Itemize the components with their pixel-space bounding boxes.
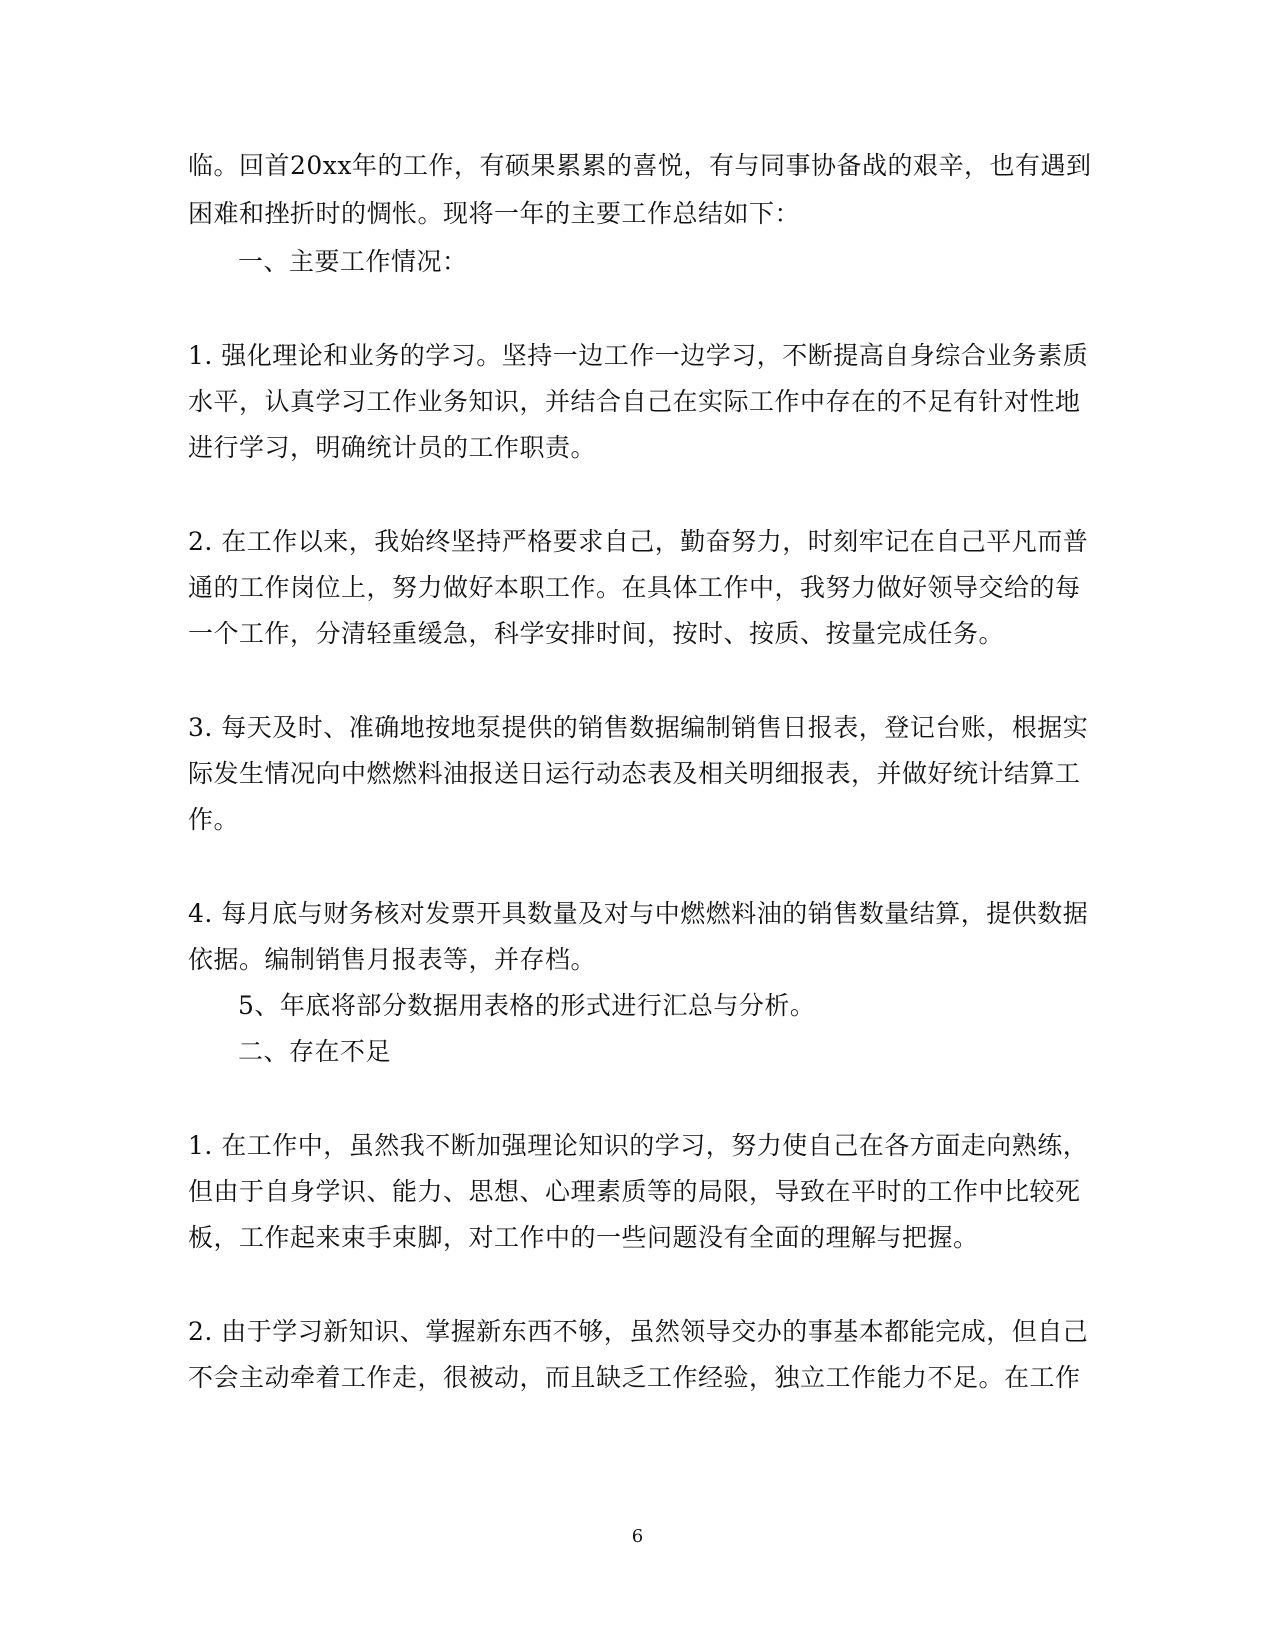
text-line: 际发生情况向中燃燃料油报送日运行动态表及相关明细报表，并做好统计结算工 (188, 759, 1081, 788)
text-line: 临。回首20xx年的工作，有硕果累累的喜悦，有与同事协备战的艰辛，也有遇到 (188, 151, 1092, 180)
section-heading: 二、存在不足 (238, 1037, 392, 1066)
text-line: 困难和挫折时的惆怅。现将一年的主要工作总结如下： (188, 199, 801, 228)
text-line: 板，工作起来束手束脚，对工作中的一些问题没有全面的理解与把握。 (188, 1223, 979, 1252)
text-line: 依据。编制销售月报表等，并存档。 (188, 945, 597, 974)
text-line: 一个工作，分清轻重缓急，科学安排时间，按时、按质、按量完成任务。 (188, 619, 1005, 648)
text-line: 2. 由于学习新知识、掌握新东西不够，虽然领导交办的事基本都能完成，但自己 (188, 1317, 1089, 1346)
text-line: 通的工作岗位上，努力做好本职工作。在具体工作中，我努力做好领导交给的每 (188, 573, 1081, 602)
text-line: 3. 每天及时、准确地按地泵提供的销售数据编制销售日报表，登记台账，根据实 (188, 713, 1089, 742)
text-line: 2. 在工作以来，我始终坚持严格要求自己，勤奋努力，时刻牢记在自己平凡而普 (188, 527, 1089, 556)
text-line: 4. 每月底与财务核对发票开具数量及对与中燃燃料油的销售数量结算，提供数据 (188, 899, 1089, 928)
text-line: 水平，认真学习工作业务知识，并结合自己在实际工作中存在的不足有针对性地 (188, 387, 1081, 416)
page-number: 6 (631, 1526, 644, 1547)
text-line: 5、年底将部分数据用表格的形式进行汇总与分析。 (238, 991, 816, 1020)
section-heading: 一、主要工作情况： (238, 247, 468, 276)
text-line: 作。 (188, 805, 240, 834)
text-line: 1. 在工作中，虽然我不断加强理论知识的学习，努力使自己在各方面走向熟练， (188, 1131, 1089, 1160)
text-line: 不会主动牵着工作走，很被动，而且缺乏工作经验，独立工作能力不足。在工作 (188, 1363, 1081, 1392)
text-line: 但由于自身学识、能力、思想、心理素质等的局限，导致在平时的工作中比较死 (188, 1177, 1081, 1206)
text-line: 进行学习，明确统计员的工作职责。 (188, 433, 597, 462)
text-line: 1. 强化理论和业务的学习。坚持一边工作一边学习，不断提高自身综合业务素质 (188, 341, 1089, 370)
